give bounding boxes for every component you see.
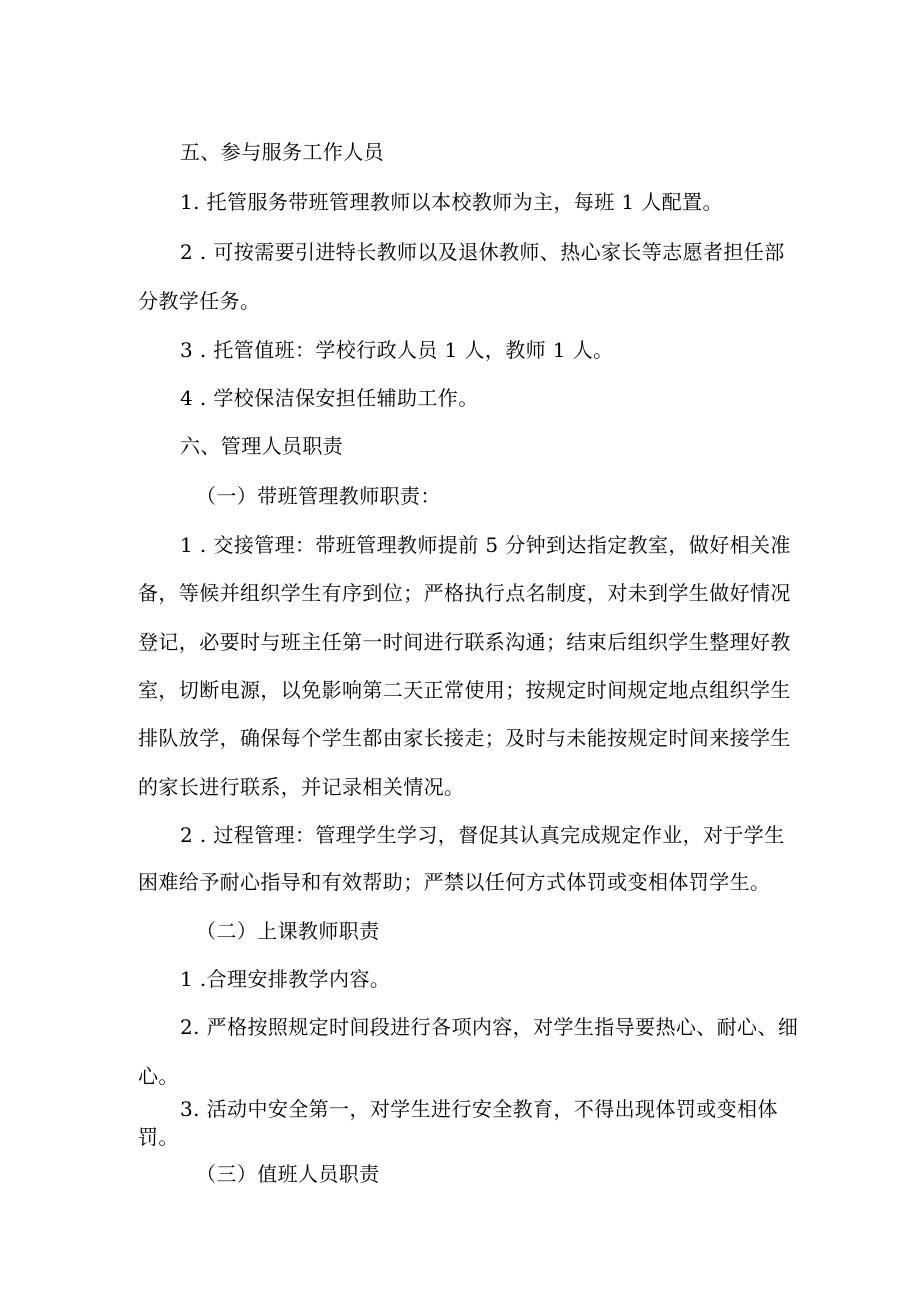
- paragraph-line: 3. 活动中安全第一，对学生进行安全教育，不得出现体罚或变相体: [180, 1097, 778, 1121]
- paragraph-line: 罚。: [138, 1125, 179, 1149]
- section-heading-staff: 五、参与服务工作人员: [180, 140, 384, 164]
- paragraph-line: 2 . 过程管理：管理学生学习，督促其认真完成规定作业，对于学生: [180, 823, 785, 847]
- paragraph-line: 4 . 学校保洁保安担任辅助工作。: [180, 386, 479, 410]
- paragraph-line: 困难给予耐心指导和有效帮助；严禁以任何方式体罚或变相体罚学生。: [138, 870, 771, 894]
- subsection-heading: （一）带班管理教师职责：: [196, 484, 441, 508]
- paragraph-line: 1 . 交接管理：带班管理教师提前 5 分钟到达指定教室，做好相关准: [180, 533, 791, 557]
- paragraph-line: 心。: [138, 1064, 179, 1088]
- subsection-heading: （三）值班人员职责: [196, 1162, 380, 1186]
- paragraph-line: 的家长进行联系，并记录相关情况。: [138, 775, 465, 799]
- paragraph-line: 备，等候并组织学生有序到位；严格执行点名制度，对未到学生做好情况: [138, 581, 791, 605]
- paragraph-line: 2. 严格按照规定时间段进行各项内容，对学生指导要热心、耐心、细: [180, 1015, 799, 1039]
- section-heading-duties: 六、管理人员职责: [180, 434, 344, 458]
- paragraph-line: 分教学任务。: [138, 289, 261, 313]
- paragraph-line: 1. 托管服务带班管理教师以本校教师为主，每班 1 人配置。: [180, 190, 723, 214]
- paragraph-line: 1 .合理安排教学内容。: [180, 967, 391, 991]
- paragraph-line: 排队放学，确保每个学生都由家长接走；及时与未能按规定时间来接学生: [138, 726, 791, 750]
- paragraph-line: 登记，必要时与班主任第一时间进行联系沟通；结束后组织学生整理好教: [138, 630, 791, 654]
- subsection-heading: （二）上课教师职责: [196, 919, 380, 943]
- paragraph-line: 室，切断电源，以免影响第二天正常使用；按规定时间规定地点组织学生: [138, 678, 791, 702]
- paragraph-line: 3 . 托管值班：学校行政人员 1 人，教师 1 人。: [180, 338, 614, 362]
- paragraph-line: 2 . 可按需要引进特长教师以及退休教师、热心家长等志愿者担任部: [180, 240, 785, 264]
